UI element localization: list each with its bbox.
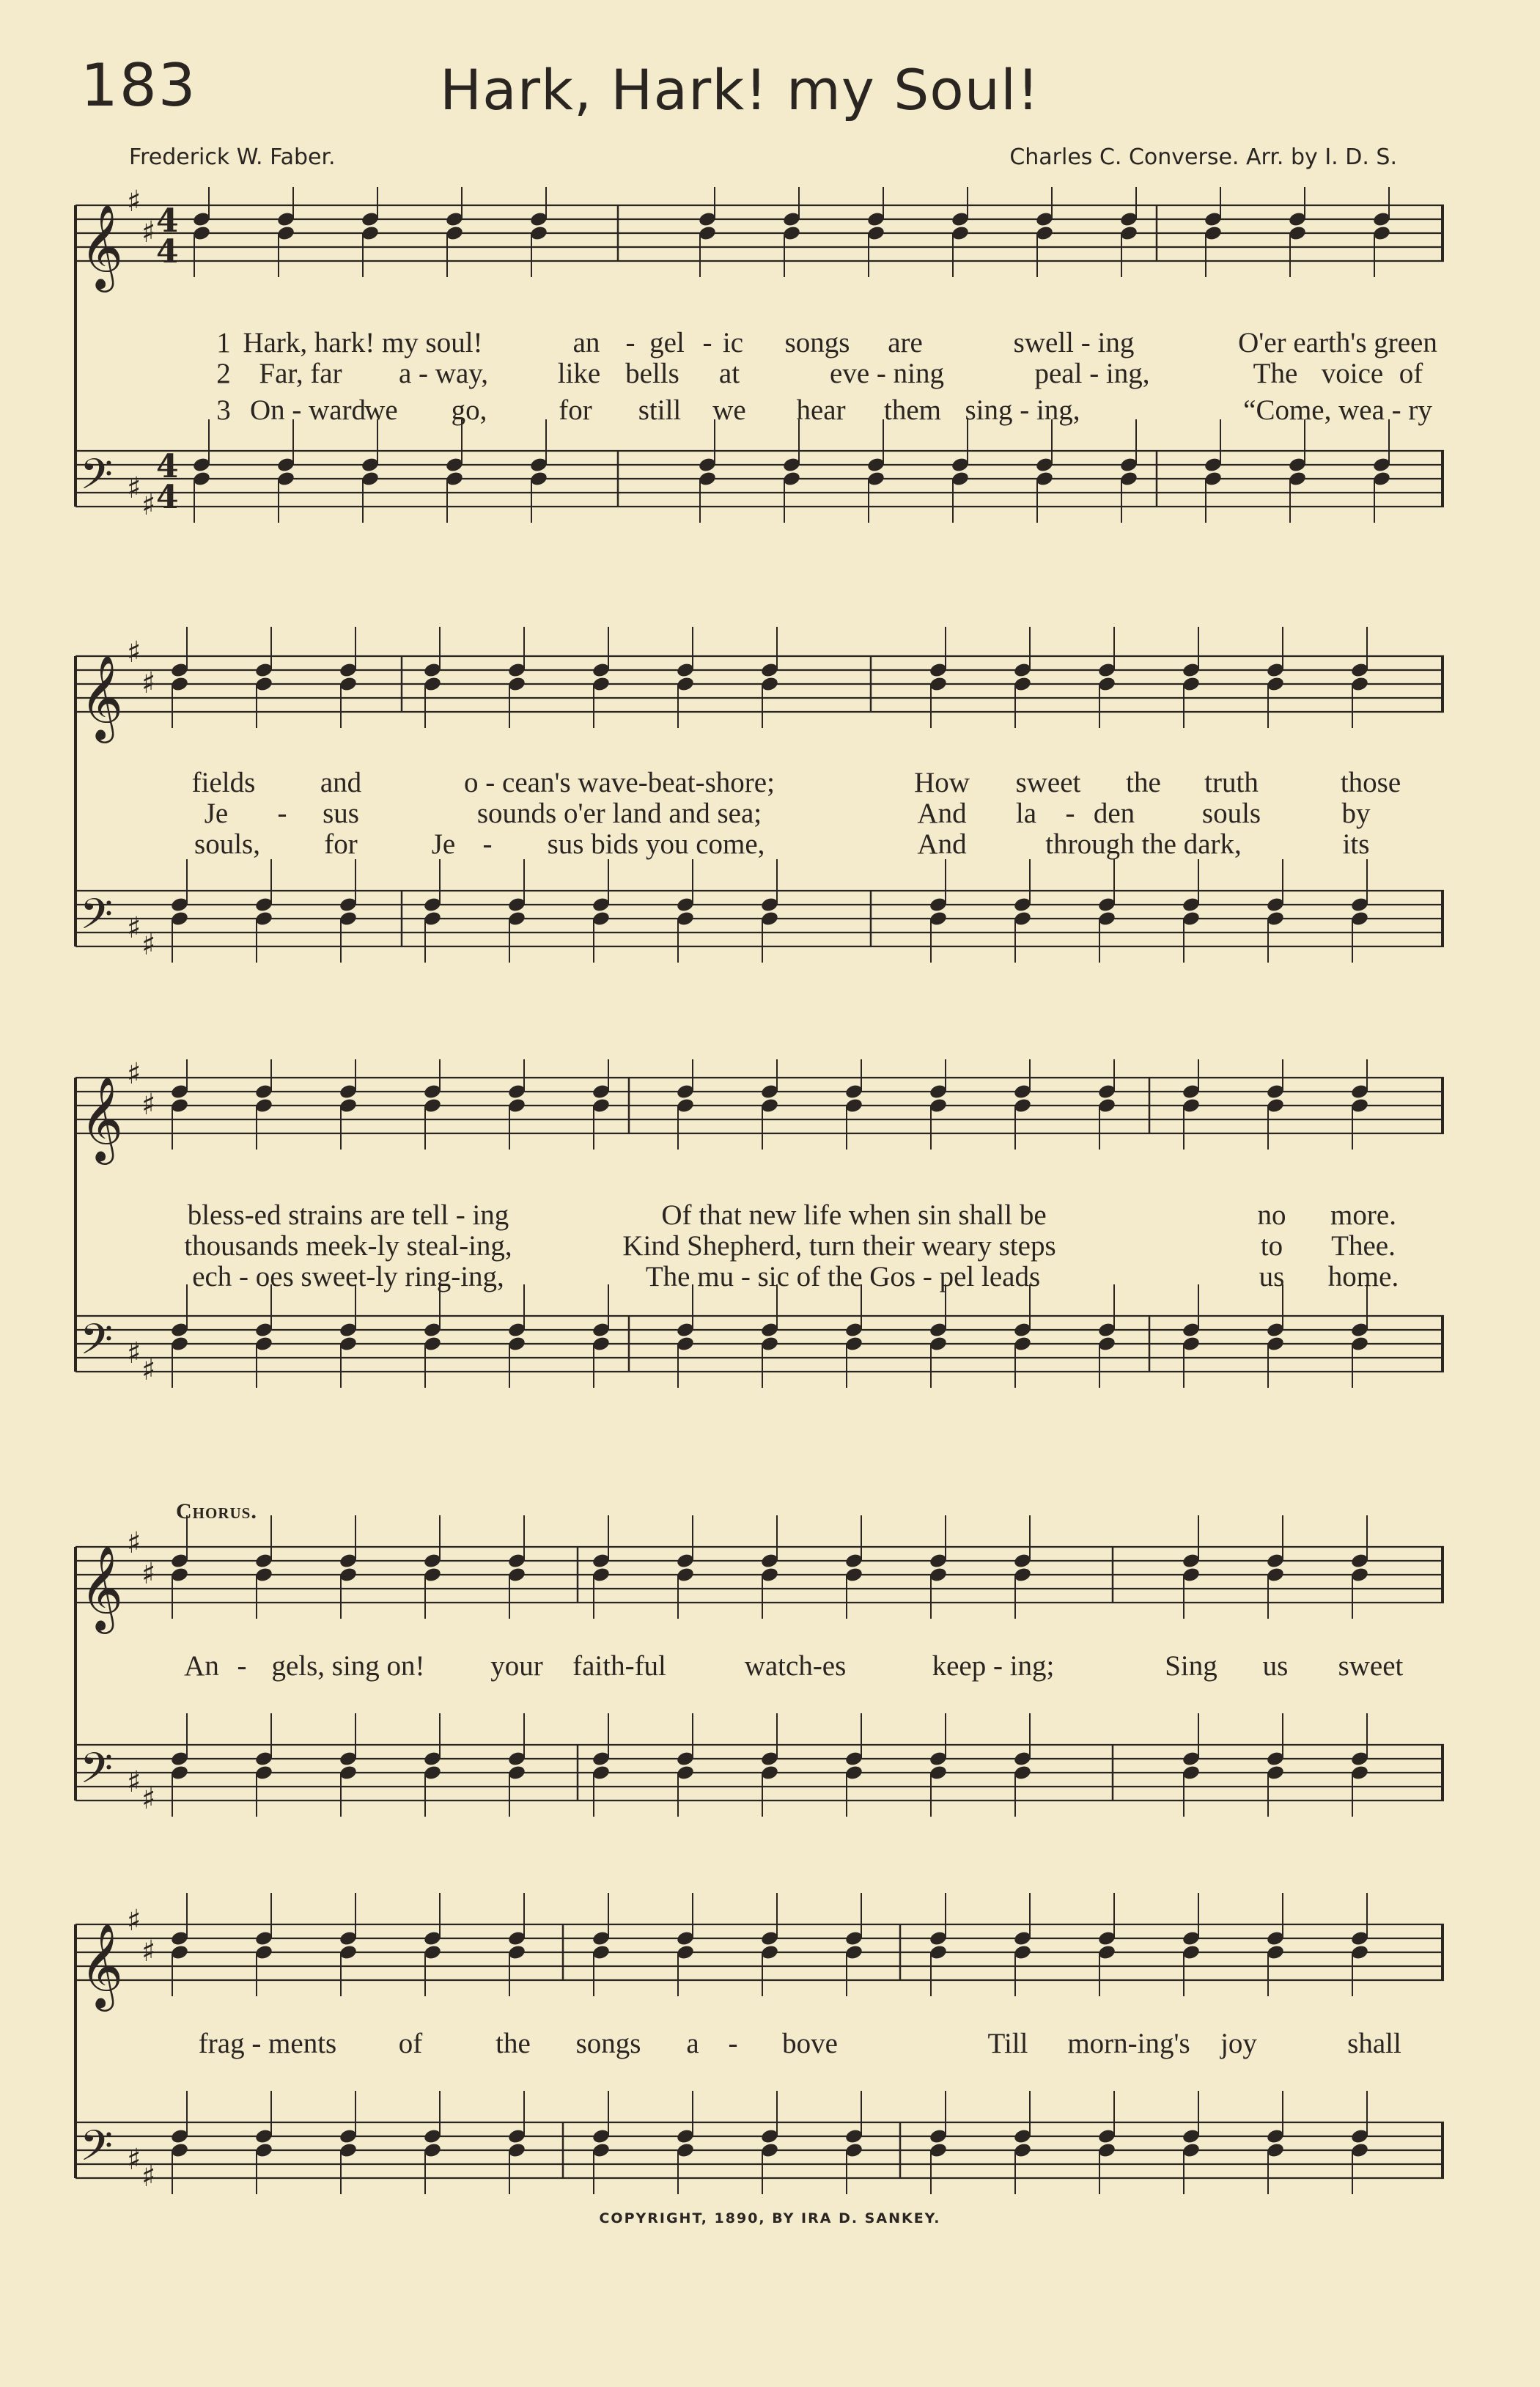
svg-text:𝄢: 𝄢 — [80, 2121, 114, 2181]
svg-text:♯: ♯ — [141, 666, 156, 700]
svg-text:♯: ♯ — [127, 187, 141, 218]
music-system-3 — [70, 1059, 1444, 1455]
svg-text:♯: ♯ — [141, 488, 156, 522]
svg-text:♯: ♯ — [141, 216, 156, 249]
svg-text:♯: ♯ — [141, 1088, 156, 1122]
svg-text:𝄞: 𝄞 — [80, 1075, 124, 1161]
svg-text:♯: ♯ — [127, 1526, 141, 1560]
svg-text:♯: ♯ — [141, 2160, 156, 2193]
verse-2-lyrics: 2 Far, far a - way, like bells at eve - ning peal - ing, The voice of — [216, 358, 1423, 389]
svg-text:𝄢: 𝄢 — [80, 1743, 114, 1803]
music-system-1 — [70, 187, 1444, 553]
verse-3-lyrics: ech - oes sweet-ly ring-ing, The mu - sic of the Gos - pel leads us home. — [192, 1261, 1399, 1292]
verse-1-lyrics: bless-ed strains are tell - ing Of that new life when sin shall be no more. — [187, 1199, 1396, 1231]
svg-text:4: 4 — [156, 448, 179, 485]
svg-text:♯: ♯ — [141, 1353, 156, 1387]
svg-text:𝄢: 𝄢 — [80, 1314, 114, 1375]
svg-text:♯: ♯ — [141, 928, 156, 962]
svg-text:𝄞: 𝄞 — [80, 1545, 124, 1630]
svg-text:♯: ♯ — [141, 1935, 156, 1968]
music-system-5 — [70, 1888, 1444, 2196]
music-system-4 — [70, 1510, 1444, 1818]
music-system-2 — [70, 627, 1444, 993]
hymn-title: Hark, Hark! my Soul! — [440, 57, 1040, 122]
verse-1-lyrics: fields and o - cean's wave-beat-shore; How sweet the truth those — [191, 767, 1401, 798]
svg-text:𝄢: 𝄢 — [80, 449, 114, 510]
svg-text:♯: ♯ — [141, 1782, 156, 1816]
verse-1-lyrics: 1 Hark, hark! my soul! an - gel - ic songs are swell - ing O'er earth's green — [216, 327, 1437, 358]
svg-text:4: 4 — [156, 479, 179, 516]
svg-text:♯: ♯ — [127, 1904, 141, 1938]
composer-credit: Charles C. Converse. Arr. by I. D. S. — [1009, 144, 1397, 170]
verse-3-lyrics: souls, for Je - sus bids you come, And through the dark, its — [194, 828, 1370, 860]
svg-text:♯: ♯ — [127, 1336, 141, 1370]
verse-2-lyrics: Je - sus sounds o'er land and sea; And la - den souls by — [204, 798, 1371, 829]
verse-2-lyrics: thousands meek-ly steal-ing, Kind Shepherd, turn their weary steps to Thee. — [184, 1230, 1396, 1262]
svg-text:𝄞: 𝄞 — [80, 203, 124, 289]
verse-3-lyrics: 3 On - ward we go, for still we hear them sing - ing, “Come, wea - ry — [216, 394, 1432, 426]
hymn-number: 183 — [81, 51, 197, 119]
svg-text:♯: ♯ — [127, 471, 141, 505]
author-credit: Frederick W. Faber. — [129, 144, 336, 170]
chorus-lyrics: frag - ments of the songs a - bove Till morn-ing's joy shall — [198, 2028, 1401, 2059]
svg-text:♯: ♯ — [127, 911, 141, 945]
svg-text:𝄢: 𝄢 — [80, 889, 114, 949]
chorus-lyrics: An - gels, sing on! your faith-ful watch-es keep - ing; Sing us sweet — [184, 1650, 1404, 1682]
svg-text:𝄞: 𝄞 — [80, 654, 124, 740]
copyright-notice: COPYRIGHT, 1890, BY IRA D. SANKEY. — [599, 2210, 941, 2226]
chorus-label: Chorus. — [176, 1499, 257, 1523]
svg-text:♯: ♯ — [141, 1557, 156, 1591]
svg-text:4: 4 — [156, 202, 179, 240]
svg-text:♯: ♯ — [127, 2143, 141, 2177]
svg-text:♯: ♯ — [127, 1765, 141, 1799]
svg-text:♯: ♯ — [127, 636, 141, 669]
svg-text:4: 4 — [156, 233, 179, 271]
svg-text:♯: ♯ — [127, 1059, 141, 1091]
svg-text:𝄞: 𝄞 — [80, 1922, 124, 2008]
